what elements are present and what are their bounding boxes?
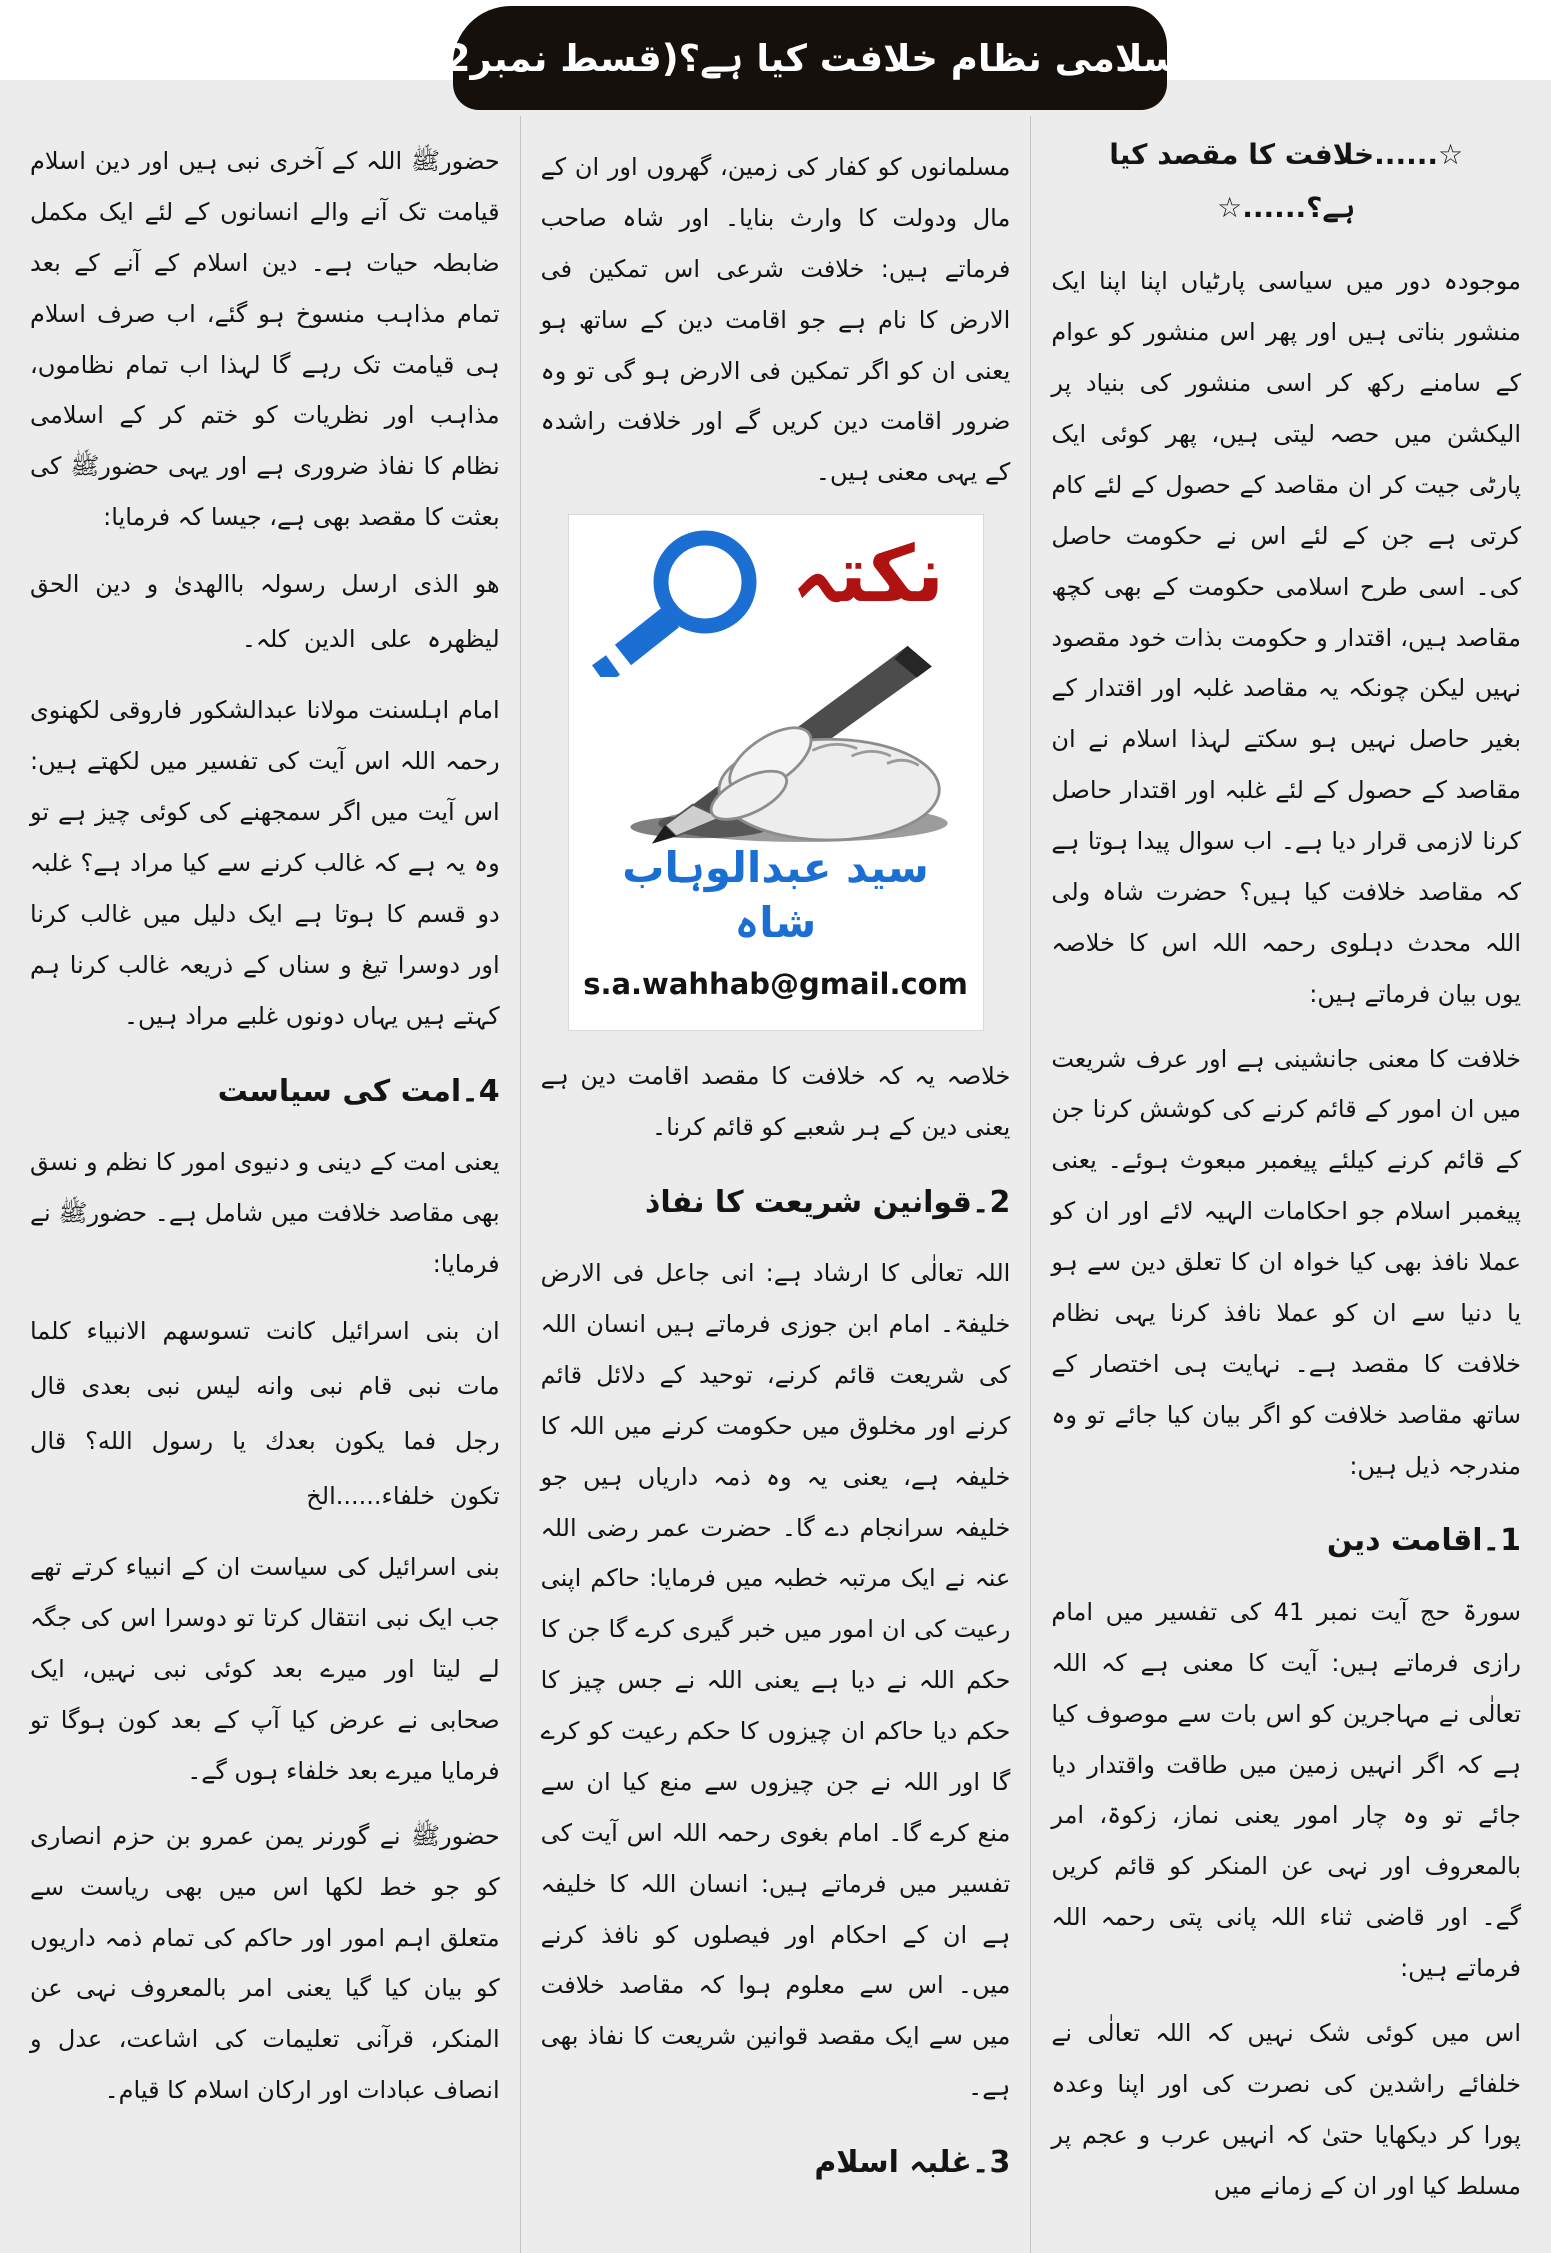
subheading-qawaneen-shariat: 2۔قوانین شریعت کا نفاذ <box>644 1184 1011 1220</box>
paragraph: خلافت کا معنی جانشینی ہے اور عرف شریعت میں ان امور کے قائم کرنے کی کوشش کرنا جن کے قائم کرنے کیلئے پیغمبر مبعوث ہوئے۔ یعنی پیغمبر اسلام جو احکامات الہیہ لائے اور ان کو عملا نافذ بھی کیا خواہ ان کا تعلق دین سے ہو یا دنیا سے ان کو عملا نافذ کرنا یہی نظام خلافت کا مقصد ہے۔ نہایت ہی اختصار کے ساتھ مقاصد خلافت کو اگر بیان کیا جائے تو وہ مندرجہ ذیل ہیں: <box>1051 1044 1521 1480</box>
paragraph: یعنی امت کے دینی و دنیوی امور کا نظم و نسق بھی مقاصد خلافت میں شامل ہے۔ حضورﷺ نے فرمایا: <box>29 1148 500 1278</box>
paragraph: موجودہ دور میں سیاسی پارٹیاں اپنا اپنا ایک منشور بناتی ہیں اور پھر اس منشور کو عوام کے سامنے رکھ کر اسی منشور کی بنیاد پر الیکشن میں حصہ لیتی ہیں، پھر کوئی ایک پارٹی جیت کر ان مقاصد کے حصول کے لئے کام کرتی ہے جن کے لئے اس نے حکومت حاصل کی۔ اسی طرح اسلامی حکومت کے بھی کچھ مقاصد ہیں، اقتدار و حکومت بذات خود مقصود نہیں لیکن چونکہ یہ مقاصد غلبہ اور اقتدار کے بغیر حاصل نہیں ہو سکتے لہذا اسلام نے ان مقاصد کے حصول کے لئے غلبہ اور اقتدار حاصل کرنا لازمی قرار دیا ہے۔ اب سوال پیدا ہوتا ہے کہ مقاصد خلافت کیا ہیں؟ حضرت شاہ ولی اللہ محدث دہلوی رحمہ اللہ اس کا خلاصہ یوں بیان فرماتے ہیں: <box>1051 267 1521 1008</box>
column-left <box>10 116 520 2253</box>
subheading-iqamat-deen: 1۔اقامت دین <box>1326 1523 1521 1559</box>
section-star-heading: ☆......خلافت کا مقصد کیا ہے؟......☆ <box>1109 138 1464 225</box>
nukta-logo <box>568 514 984 1031</box>
paragraph: خلاصہ یہ کہ خلافت کا مقصد اقامت دین ہے یعنی دین کے ہر شعبے کو قائم کرنا۔ <box>540 1061 1011 1141</box>
paragraph: مسلمانوں کو کفار کی زمین، گھروں اور ان کے مال ودولت کا وارث بنایا۔ اور شاہ صاحب فرماتے ہیں: خلافت شرعی اس تمکین فی الارض کا نام ہے جو اقامت دین کے ساتھ ہو یعنی ان کو اگر تمکین فی الارض ہو گی تو وہ ضرور اقامت دین کریں گے اور خلافت راشدہ کے یہی معنی ہیں۔ <box>540 153 1011 487</box>
article-title-bar <box>427 6 1193 110</box>
article-title: اسلامی نظام خلافت کیا ہے؟(قسط نمبر2) <box>427 36 1193 80</box>
paragraph: اللہ تعالٰی کا ارشاد ہے: انی جاعل فی الارض خلیفۃ۔ امام ابن جوزی فرماتے ہیں انسان اللہ کی شریعت قائم کرنے، توحید کے دلائل قائم کرنے اور مخلوق میں حکومت کرنے میں اللہ کا خلیفہ ہے، یعنی یہ وہ ذمہ داریاں ہیں جو خلیفہ سرانجام دے گا۔ حضرت عمر رضی اللہ عنہ نے ایک مرتبہ خطبہ میں فرمایا: حاکم اپنی رعیت کی ان امور میں خبر گیری کرے گا جن کا حکم اللہ نے دیا ہے یعنی اللہ نے جس چیز کا حکم دیا حاکم ان چیزوں کا حکم رعیت کو کرے گا اور اللہ نے جن چیزوں سے منع کیا ان سے منع کرے گا۔ امام بغوی رحمہ اللہ اس آیت کی تفسیر میں فرماتے ہیں: انسان اللہ کا خلیفہ ہے ان کے احکام اور فیصلوں کو نافذ کرنے میں۔ اس سے معلوم ہوا کہ مقاصد خلافت میں سے ایک مقصد قوانین شریعت کا نفاذ بھی ہے۔ <box>540 1259 1011 2102</box>
paragraph: حضورﷺ اللہ کے آخری نبی ہیں اور دین اسلام قیامت تک آنے والے انسانوں کے لئے ایک مکمل ضابطہ حیات ہے۔ دین اسلام کے آنے کے بعد تمام مذاہب منسوخ ہو گئے، اب صرف اسلام ہی قیامت تک رہے گا لہذا اب تمام نظاموں، مذاہب اور نظریات کو ختم کر کے اسلامی نظام کا نفاذ ضروری ہے اور یہی حضورﷺ کی بعثت کا مقصد بھی ہے، جیسا کہ فرمایا: <box>29 147 500 532</box>
arabic-quote: ھو الذی ارسل رسولہ باالھدیٰ و دین الحق لیظھرہ علی الدین کلہ۔ <box>29 570 500 654</box>
subheading-ghalba-islam: 3۔غلبہ اسلام <box>814 2145 1011 2180</box>
paragraph: اس میں کوئی شک نہیں کہ اللہ تعالٰی نے خلفائے راشدین کی نصرت کی اور اپنا وعدہ پورا کر دیکھایا حتیٰ کہ انہیں عرب و عجم پر مسلط کیا اور ان کے زمانے میں <box>1051 2018 1521 2200</box>
paragraph: حضورﷺ نے گورنر یمن عمرو بن حزم انصاری کو جو خط لکھا اس میں بھی ریاست سے متعلق اہم امور اور حاکم کی تمام ذمہ داریوں کو بیان کیا گیا یعنی امر بالمعروف نہی عن المنکر، قرآنی تعلیمات کی اشاعت، عدل و انصاف عبادات اور ارکان اسلام کا قیام۔ <box>29 1821 500 2105</box>
content-panel <box>0 80 1551 2253</box>
logo-author-name: سید عبدالوہاب شاہ <box>622 843 929 947</box>
paragraph: بنی اسرائیل کی سیاست ان کے انبیاء کرتے تھے جب ایک نبی انتقال کرتا تو دوسرا اس کی جگہ لے لیتا اور میرے بعد کوئی نبی نہیں، ایک صحابی نے عرض کیا آپ کے بعد کون ہوگا تو فرمایا میرے بعد خلفاء ہوں گے۔ <box>29 1553 500 1785</box>
paragraph: امام اہلسنت مولانا عبدالشکور فاروقی لکھنوی رحمہ اللہ اس آیت کی تفسیر میں لکھتے ہیں: اس آیت میں اگر سمجھنے کی کوئی چیز ہے تو وہ یہ ہے کہ غالب کرنے سے کیا مراد ہے؟ غلبہ دو قسم کا ہوتا ہے ایک دلیل میں غالب کرنا اور دوسرا تیغ و سناں کے ذریعہ غالب کرنا ہم کہتے ہیں یہاں دونوں غلبے مراد ہیں۔ <box>29 696 500 1030</box>
column-middle <box>520 116 1031 2253</box>
paragraph: سورۃ حج آیت نمبر 41 کی تفسیر میں امام رازی فرماتے ہیں: آیت کا معنی ہے کہ اللہ تعالٰی نے مہاجرین کو اس بات سے موصوف کیا ہے کہ اگر انہیں زمین میں طاقت واقتدار دیا جائے تو وہ چار امور یعنی نماز، زکوۃ، امر بالمعروف اور نہی عن المنکر کو قائم کریں گے۔ اور قاضی ثناء اللہ پانی پتی رحمہ اللہ فرماتے ہیں: <box>1051 1597 1521 1983</box>
subheading-ummat-siyasat: 4۔امت کی سیاست <box>217 1073 500 1109</box>
magnifier-icon <box>583 527 783 677</box>
column-right <box>1030 116 1541 2253</box>
logo-top-row <box>581 525 971 675</box>
arabic-quote: ان بنی اسرائیل کانت تسوسھم الانبیاء کلما مات نبی قام نبی وانه لیس نبی بعدی قال رجل فما یکون بعدك یا رسول الله؟ قال تکون خلفاء......الخ <box>29 1316 500 1511</box>
logo-email: s.a.wahhab@gmail.com <box>583 967 968 1002</box>
logo-brand-text: نکتہ <box>791 530 945 621</box>
